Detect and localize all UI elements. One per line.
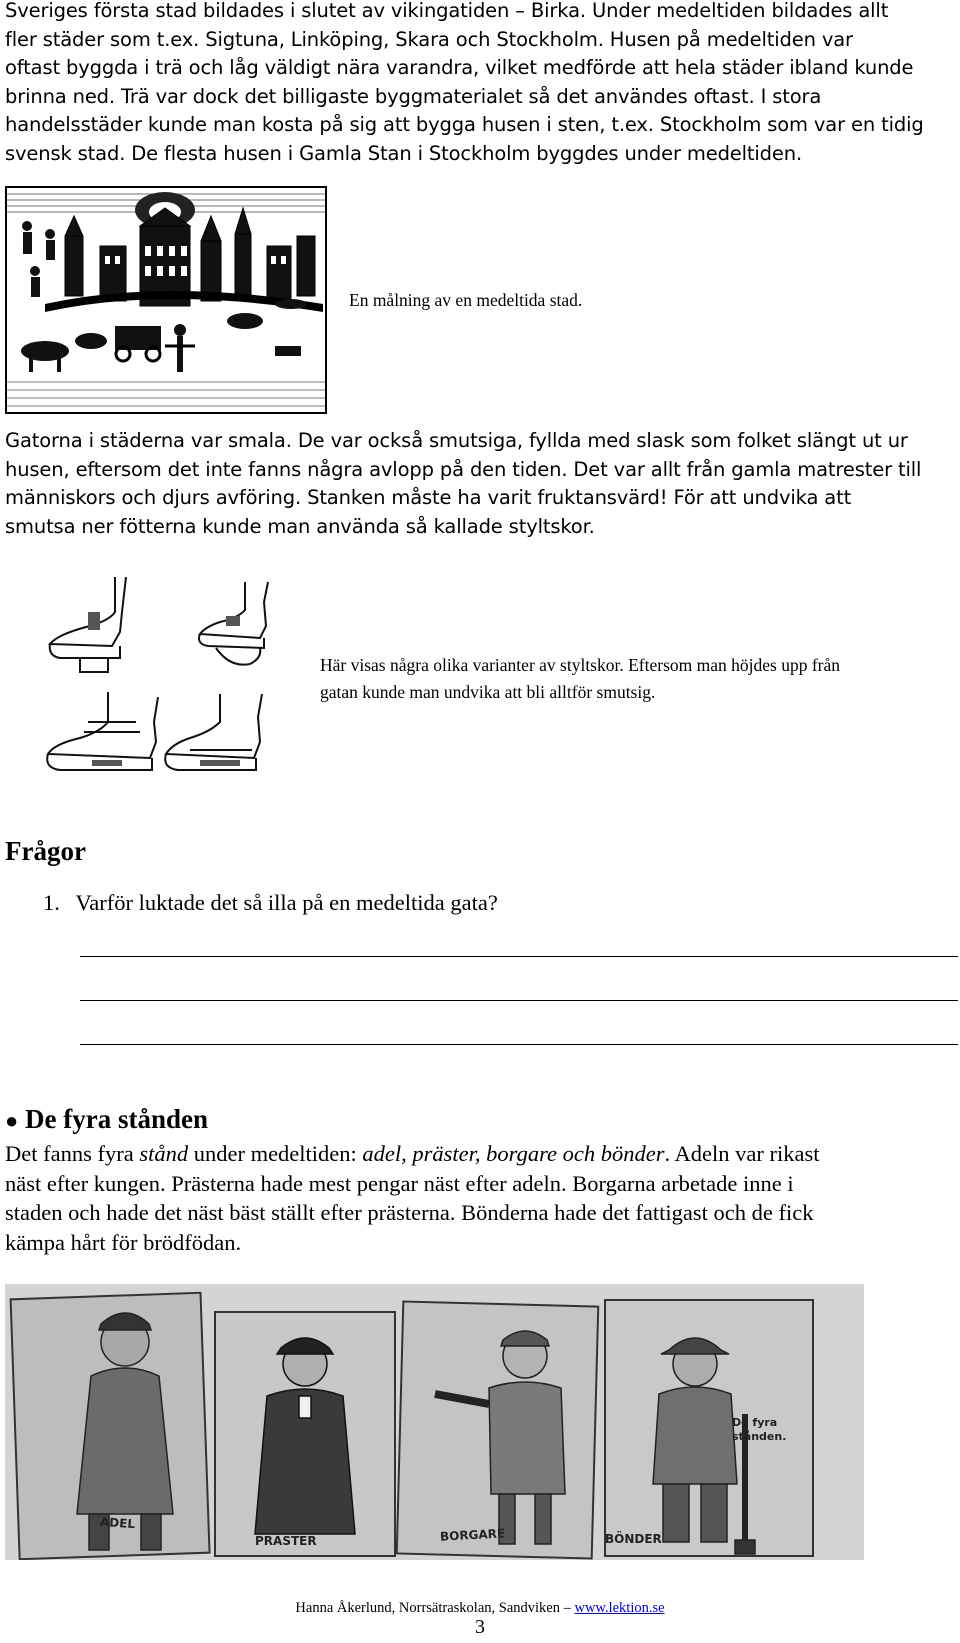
estate-label: PRÄSTER bbox=[255, 1534, 317, 1548]
streets-line: husen, eftersom det inte fanns några avlopp på den tiden. Det var allt från gamla matrester till bbox=[5, 457, 922, 481]
estates-first-line bbox=[5, 1139, 819, 1169]
stilt-shoes-caption bbox=[320, 652, 840, 706]
page-number: 3 bbox=[475, 1616, 485, 1638]
answer-line[interactable] bbox=[80, 1044, 958, 1045]
estate-label: BORGARE bbox=[439, 1526, 506, 1544]
medieval-city-image bbox=[5, 186, 327, 414]
intro-line: oftast byggda i trä och låg väldigt nära varandra, vilket medförde att hela städer ibland kunde bbox=[5, 56, 914, 79]
question-item bbox=[43, 888, 498, 918]
question-number: 1. bbox=[43, 890, 60, 915]
estates-line: kämpa hårt för brödfödan. bbox=[5, 1229, 242, 1255]
intro-line: svensk stad. De flesta husen i Gamla Stan i Stockholm byggdes under medeltiden. bbox=[5, 141, 803, 165]
stilt-shoes-image bbox=[40, 572, 285, 792]
stilt-shoes-caption-line: gatan kunde man undvika att bli alltför smutsig. bbox=[320, 682, 656, 702]
intro-paragraph bbox=[5, 0, 924, 168]
estates-heading: De fyra stånden bbox=[25, 1104, 209, 1134]
intro-line: fler städer som t.ex. Sigtuna, Linköping, Skara och Stockholm. Husen på medeltiden var bbox=[5, 27, 853, 51]
medieval-city-woodcut bbox=[5, 186, 327, 414]
footer-credit: Hanna Åkerlund, Norrsätraskolan, Sandviken – bbox=[295, 1600, 575, 1616]
questions-heading: Frågor bbox=[5, 836, 86, 866]
estates-image-card-line: De fyra bbox=[732, 1416, 778, 1429]
answer-line[interactable] bbox=[80, 1000, 958, 1001]
streets-line: Gatorna i städerna var smala. De var också smutsiga, fyllda med slask som folket slängt ut ur bbox=[5, 429, 908, 452]
four-estates-image bbox=[5, 1284, 864, 1560]
stilt-shoes-drawing bbox=[40, 572, 285, 792]
stilt-shoes-caption-line: Här visas några olika varianter av styltskor. Eftersom man höjdes upp från bbox=[320, 655, 840, 675]
question-text: Varför luktade det så illa på en medeltida gata? bbox=[75, 890, 498, 915]
estates-paragraph bbox=[5, 1139, 819, 1257]
estates-text: . Adeln var rikast bbox=[664, 1141, 820, 1166]
footer-link[interactable]: www.lektion.se bbox=[574, 1600, 665, 1616]
estates-list: adel, präster, borgare och bönder bbox=[362, 1141, 665, 1166]
footer bbox=[0, 1600, 960, 1617]
estates-line: staden och hade det näst bäst ställt efter prästerna. Bönderna hade det fattigast och de fick bbox=[5, 1200, 814, 1225]
estates-text: under medeltiden: bbox=[188, 1141, 363, 1166]
estate-label: ADEL bbox=[99, 1514, 136, 1532]
streets-line: smutsa ner fötterna kunde man använda så kallade styltskor. bbox=[5, 514, 595, 538]
streets-line: människors och djurs avföring. Stanken måste ha varit fruktansvärd! För att undvika att bbox=[5, 486, 852, 509]
streets-paragraph bbox=[5, 427, 921, 541]
estates-image-card-line: stånden. bbox=[732, 1430, 787, 1443]
estate-label: BÖNDER bbox=[605, 1532, 662, 1546]
estates-term: stånd bbox=[139, 1141, 189, 1166]
bullet-icon: ● bbox=[5, 1108, 19, 1133]
intro-line: handelsstäder kunde man kosta på sig att bygga husen i sten, t.ex. Stockholm som var en tidig bbox=[5, 113, 924, 136]
estates-text: Det fanns fyra bbox=[5, 1141, 140, 1166]
estates-heading-row bbox=[5, 1104, 208, 1135]
intro-line: brinna ned. Trä var dock det billigaste byggmaterialet så det användes oftast. I stora bbox=[5, 84, 822, 108]
estates-image-card-text bbox=[732, 1416, 786, 1444]
estates-line: näst efter kungen. Prästerna hade mest pengar näst efter adeln. Borgarna arbetade inne i bbox=[5, 1170, 794, 1196]
intro-line: Sveriges första stad bildades i slutet av vikingatiden – Birka. Under medeltiden bildades allt bbox=[5, 0, 889, 22]
city-image-caption: En målning av en medeltida stad. bbox=[349, 290, 583, 310]
answer-line[interactable] bbox=[80, 956, 958, 957]
